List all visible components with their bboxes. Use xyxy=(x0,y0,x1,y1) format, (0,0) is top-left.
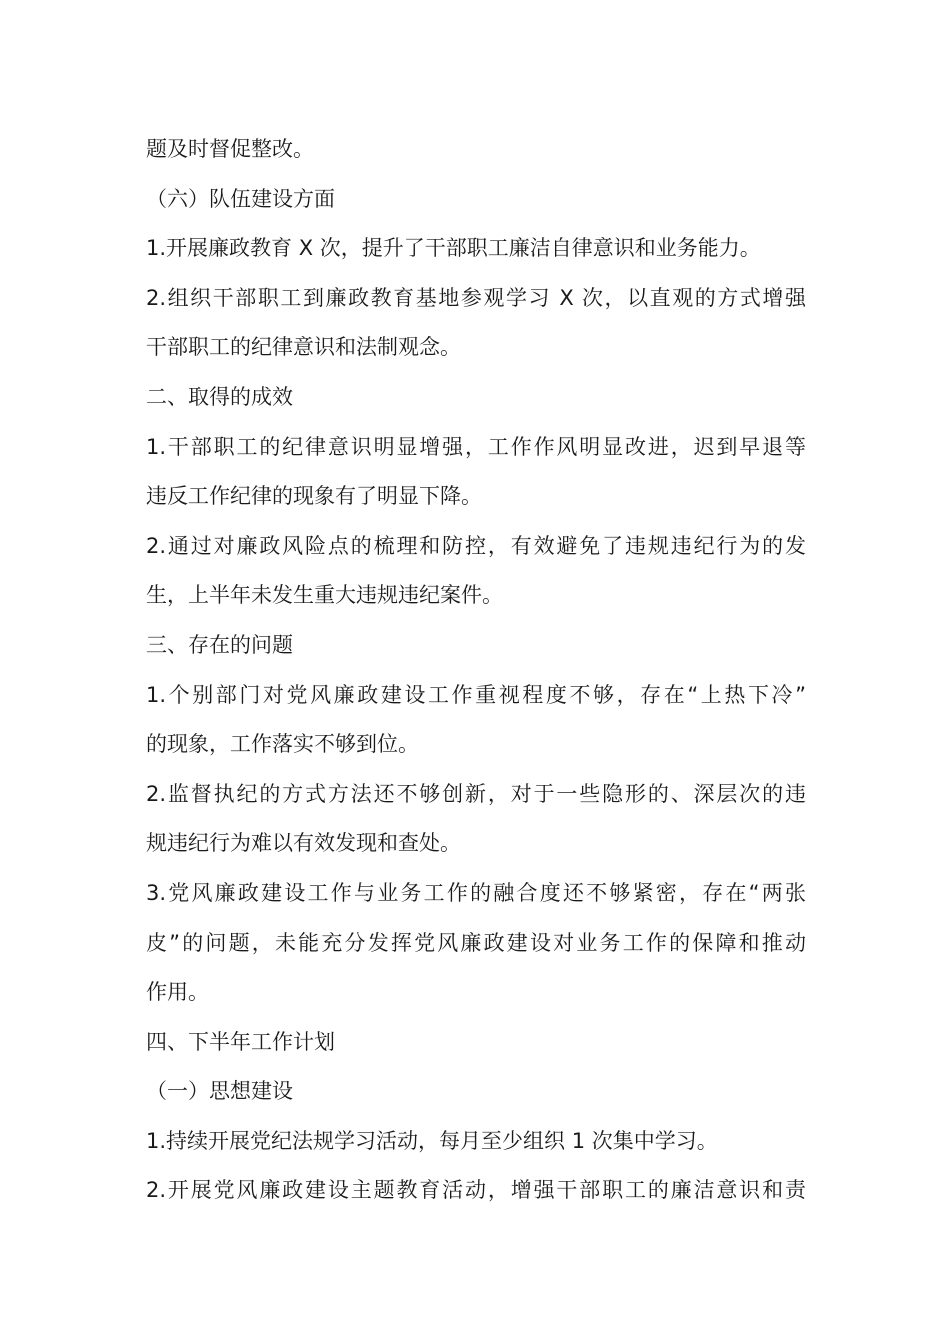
text-line: 2.开展党风廉政建设主题教育活动，增强干部职工的廉洁意识和责 xyxy=(146,1178,806,1203)
text-line: 1.开展廉政教育 X 次，提升了干部职工廉洁自律意识和业务能力。 xyxy=(146,236,761,261)
text-line: 2.组织干部职工到廉政教育基地参观学习 X 次，以直观的方式增强 xyxy=(146,285,806,310)
text-line: 题及时督促整改。 xyxy=(146,137,314,161)
text-line: 1.干部职工的纪律意识明显增强，工作作风明显改进，迟到早退等 xyxy=(146,434,806,459)
section-heading: 四、下半年工作计划 xyxy=(146,1029,335,1054)
document-body xyxy=(146,125,806,1216)
text-line: 作用。 xyxy=(146,980,209,1005)
section-heading: （六）队伍建设方面 xyxy=(146,186,335,211)
text-line: 违反工作纪律的现象有了明显下降。 xyxy=(146,484,482,509)
text-line: 2.监督执纪的方式方法还不够创新，对于一些隐形的、深层次的违 xyxy=(146,781,806,806)
text-line: 生，上半年未发生重大违规违纪案件。 xyxy=(146,583,503,608)
text-line: 2.通过对廉政风险点的梳理和防控，有效避免了违规违纪行为的发 xyxy=(146,533,806,558)
text-line: 1.个别部门对党风廉政建设工作重视程度不够，存在“上热下冷” xyxy=(146,682,806,707)
subsection-heading: （一）思想建设 xyxy=(146,1079,293,1104)
section-heading: 三、存在的问题 xyxy=(146,632,293,657)
section-heading: 二、取得的成效 xyxy=(146,384,293,409)
text-line: 1.持续开展党纪法规学习活动，每月至少组织 1 次集中学习。 xyxy=(146,1128,718,1153)
text-line: 3.党风廉政建设工作与业务工作的融合度还不够紧密，存在“两张 xyxy=(146,880,806,905)
text-line: 规违纪行为难以有效发现和查处。 xyxy=(146,831,461,856)
text-line: 皮”的问题，未能充分发挥党风廉政建设对业务工作的保障和推动 xyxy=(146,930,806,955)
text-line: 的现象，工作落实不够到位。 xyxy=(146,732,419,757)
text-line: 干部职工的纪律意识和法制观念。 xyxy=(146,335,461,360)
